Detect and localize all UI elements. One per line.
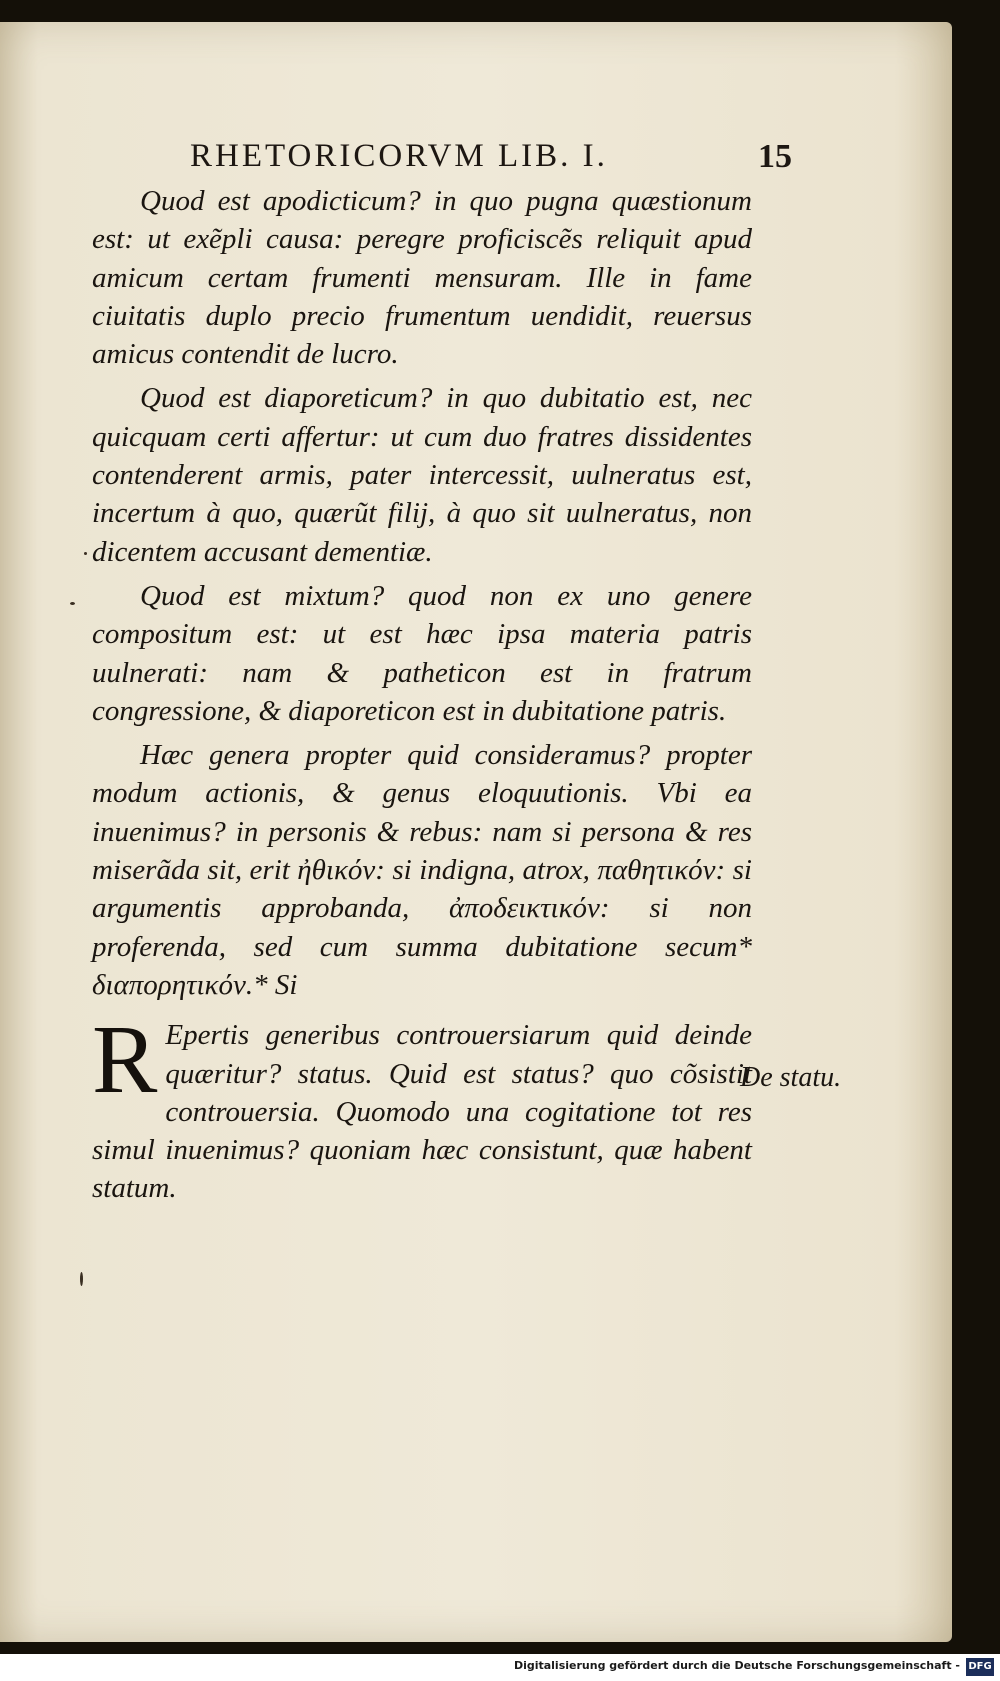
main-text [92, 182, 752, 1214]
drop-capital: R [92, 1006, 158, 1115]
ink-speck [70, 602, 75, 605]
paragraph-genera: Hæc genera propter quid consideramus? propter modum actionis, & genus eloquutionis. Vbi ea inuenimus? in personis & rebus: nam si persona & res miserãda sit, erit ἠθικόν: si indigna, atrox, παθητικόν: si argumentis approbanda, ἀποδεικτικόν: si non proferenda, sed cum summa dubitatione secum* διαπορητικόν.* Si [92, 739, 752, 1001]
paragraph-diaporeticum: Quod est diaporeticum? in quo dubitatio est, nec quicquam certi affertur: ut cum duo fratres dissidentes contenderent armis, pater intercessit, uulneratus est, incertum à quo, quærũt filij, à quo sit uulneratus, non dicentem accusant dementiæ. [92, 382, 752, 568]
digitization-footer [0, 1654, 1000, 1681]
paragraph-status-text: Epertis generibus controuersiarum quid deinde quæritur? status. Quid est status? quo cõsistit controuersia. Quomodo una cogitatione tot res simul inuenimus? quoniam hæc consistunt, quæ habent statum. [92, 1019, 752, 1205]
running-title: RHETORICORVM LIB. I. [190, 138, 608, 174]
paragraph-status [92, 1006, 752, 1207]
paragraph-mixtum: Quod est mixtum? quod non ex uno genere compositum est: ut est hæc ipsa materia patris uulnerati: nam & patheticon est in fratrum congressione, & diaporeticon est in dubitatione patris. [92, 579, 752, 727]
dfg-logo-icon: DFG [966, 1658, 994, 1676]
footer-credit: Digitalisierung gefördert durch die Deutsche Forschungsgemeinschaft - [513, 1659, 960, 1672]
ink-speck [84, 552, 87, 555]
marginal-note: De statu. [740, 1062, 842, 1093]
ink-speck [80, 1272, 83, 1286]
page-header [0, 130, 952, 180]
paragraph-apodicticum: Quod est apodicticum? in quo pugna quæstionum est: ut exẽpli causa: peregre proficiscẽs reliquit apud amicum certam frumenti mensuram. Ille in fame ciuitatis duplo precio frumentum uendidit, reuersus amicus contendit de lucro. [92, 185, 752, 371]
page-number: 15 [758, 138, 792, 175]
book-page [0, 22, 952, 1642]
